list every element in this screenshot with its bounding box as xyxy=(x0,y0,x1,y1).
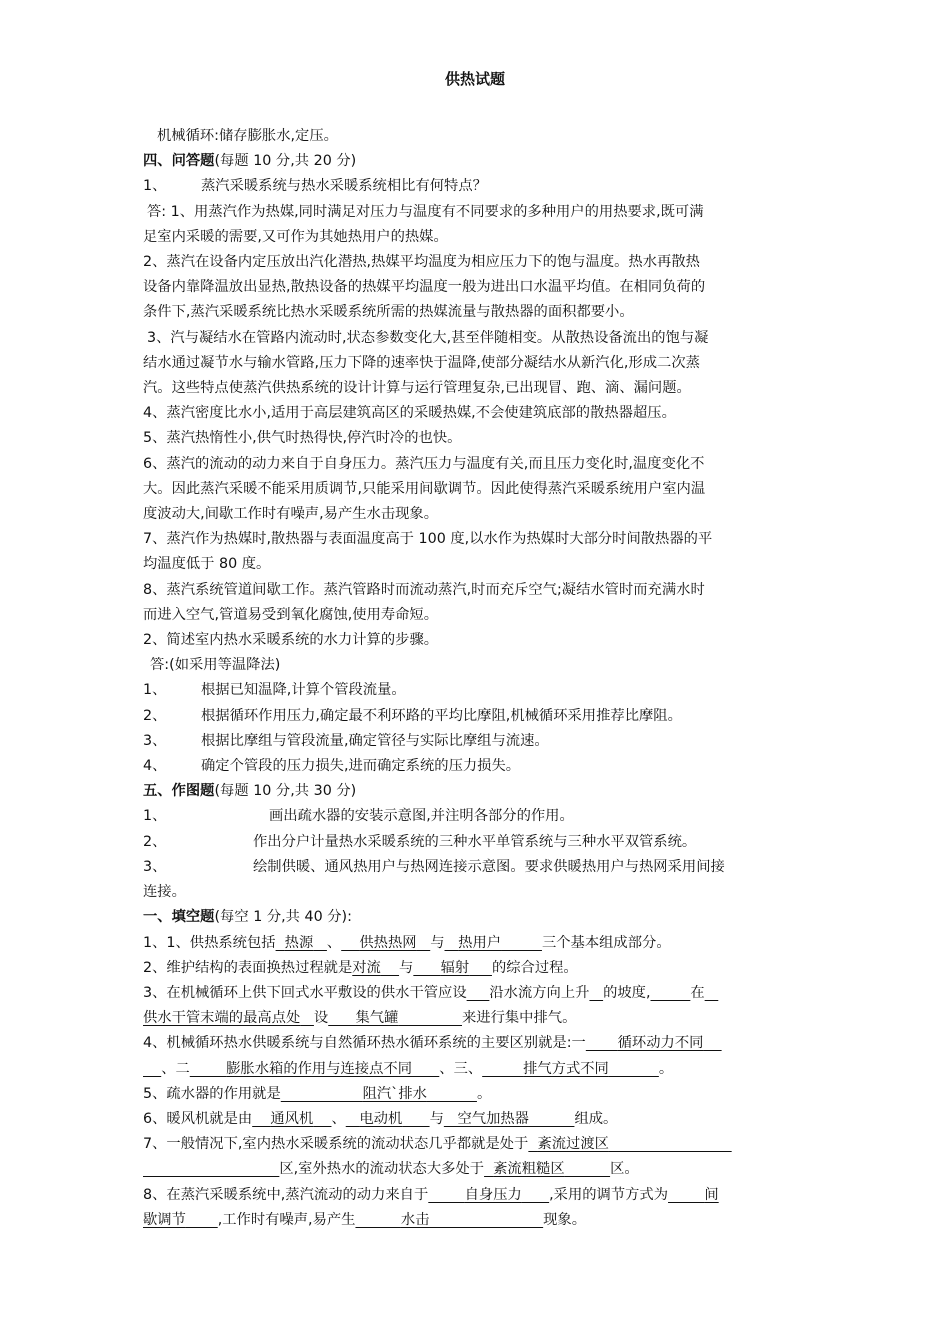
answer-line: 而进入空气,管道易受到氧化腐蚀,使用寿命短。 xyxy=(143,606,439,623)
blank-answer xyxy=(341,935,430,951)
answer-text: 供水干管末端的最高点处 xyxy=(143,1010,301,1027)
answer-step xyxy=(143,729,823,754)
fill-blank-7-continued xyxy=(143,1157,823,1182)
answer-line: 2、蒸汽在设备内定压放出汽化潜热,热媒平均温度为相应压力下的饱与温度。热水再散热 xyxy=(143,254,700,271)
fill-blank-8-continued xyxy=(143,1208,823,1233)
blank-text: 来进行集中排气。 xyxy=(462,1010,577,1027)
fill-blank-5 xyxy=(143,1082,823,1107)
answer-text: 歇调节 xyxy=(143,1211,186,1228)
blank-text: 与 xyxy=(399,959,414,976)
step-text: 根据循环作用压力,确定最不利环路的平均比摩阻,机械循环采用推荐比摩阻。 xyxy=(201,707,682,724)
intro-line: 机械循环:储存膨胀水,定压。 xyxy=(157,128,338,144)
blank-spacer xyxy=(651,985,691,1001)
answer-line: 条件下,蒸汽采暖系统比热水采暖系统所需的热媒流量与散热器的面积都要小。 xyxy=(143,304,634,321)
blank-text: 5、疏水器的作用就是 xyxy=(143,1085,281,1102)
fill-blank-3-continued xyxy=(143,1006,823,1031)
blank-answer xyxy=(586,1035,722,1051)
blank-text: 6、暖风机就是由 xyxy=(143,1110,253,1127)
fill-blank-4-continued xyxy=(143,1057,823,1082)
answer-text: 热源 xyxy=(284,934,314,951)
fill-blank-6 xyxy=(143,1107,823,1132)
question-number: 1、 xyxy=(143,178,167,195)
answer-line: 4、蒸汽密度比水小,适用于高层建筑高区的采暖热媒,不会使建筑底部的散热器超压。 xyxy=(143,405,676,422)
blank-text: 现象。 xyxy=(543,1211,587,1228)
section-1-heading xyxy=(143,905,823,930)
step-text: 根据比摩组与管段流量,确定管径与实际比摩组与流速。 xyxy=(201,732,549,749)
blank-text: 、 xyxy=(331,1110,346,1127)
answer-text: 集气罐 xyxy=(355,1010,399,1027)
answer-line: 度波动大,间歇工作时有噪声,易产生水击现象。 xyxy=(143,506,439,523)
item-number: 2、 xyxy=(143,833,167,850)
blank-text: 7、一般情况下,室内热水采暖系统的流动状态几乎都就是处于 xyxy=(143,1136,529,1153)
document-title: 供热试题 xyxy=(444,70,505,88)
fill-blank-2 xyxy=(143,956,823,981)
blank-text: 。 xyxy=(658,1060,674,1077)
answer-line: 5、蒸汽热惰性小,供气时热得快,停汽时冷的也快。 xyxy=(143,430,462,447)
blank-text: 、 xyxy=(326,934,342,951)
blank-text: 设 xyxy=(313,1010,329,1027)
blank-answer xyxy=(444,1111,575,1127)
blank-text: 3、在机械循环上供下回式水平敷设的供水干管应设 xyxy=(143,984,467,1001)
blank-text: ,采用的调节方式为 xyxy=(549,1186,669,1203)
blank-spacer xyxy=(589,985,603,1001)
blank-spacer xyxy=(143,1161,279,1177)
section-1-title: 一、填空题 xyxy=(143,909,215,926)
section-5-title: 五、作图题 xyxy=(143,783,215,800)
blank-text: 组成。 xyxy=(574,1110,618,1127)
item-text: 作出分户计量热水采暖系统的三种水平单管系统与三种水平双管系统。 xyxy=(253,833,697,850)
answer-step xyxy=(143,704,823,729)
blank-answer xyxy=(346,1111,430,1127)
item-number: 3、 xyxy=(143,858,167,875)
answer-text: 紊流粗糙区 xyxy=(493,1161,565,1178)
section-5-score: (每题 10 分,共 30 分) xyxy=(214,783,357,800)
section-5-item xyxy=(143,830,823,855)
step-text: 根据已知温降,计算个管段流量。 xyxy=(201,682,406,699)
answer-text: 沿水流方向上升 xyxy=(489,984,590,1001)
answer-line: 6、蒸汽的流动的动力来自于自身压力。蒸汽压力与温度有关,而且压力变化时,温度变化不 xyxy=(143,455,705,472)
answer-line: 足室内采暖的需要,又可作为其她热用户的热媒。 xyxy=(143,228,448,245)
answer-line: 汽。这些特点使蒸汽供热系统的设计计算与运行管理复杂,已出现冒、跑、滴、漏问题。 xyxy=(143,380,691,397)
answer-text: 热用户 xyxy=(458,934,502,951)
blank-answer xyxy=(143,1212,218,1228)
section-5-item xyxy=(143,804,823,829)
answer-text: 通风机 xyxy=(270,1110,314,1127)
answer-text: 辐射 xyxy=(440,959,470,976)
step-number: 2、 xyxy=(143,707,167,724)
blank-answer xyxy=(190,1061,440,1077)
answer-text: 阻汽`排水 xyxy=(362,1085,427,1102)
section-4-score: (每题 10 分,共 20 分) xyxy=(214,153,357,170)
answer-line: 答: 1、用蒸汽作为热媒,同时满足对压力与温度有不同要求的多种用户的用热要求,既可满 xyxy=(147,203,704,220)
blank-text: 8、在蒸汽采暖系统中,蒸汽流动的动力来自于 xyxy=(143,1186,429,1203)
blank-text: 区,室外热水的流动状态大多处于 xyxy=(279,1161,485,1178)
blank-text: 区。 xyxy=(610,1161,639,1178)
answer-line: 结水通过凝节水与输水管路,压力下降的速率快于温降,使部分凝结水从新汽化,形成二次蒸 xyxy=(143,354,700,371)
blank-text: 的坡度, xyxy=(603,984,651,1001)
answer-line: 均温度低于 80 度。 xyxy=(143,556,271,573)
blank-answer xyxy=(482,1061,659,1077)
answer-text: 膨胀水箱的作用与连接点不同 xyxy=(226,1060,412,1077)
blank-text: 的综合过程。 xyxy=(491,959,578,976)
section-5-heading xyxy=(143,779,823,804)
blank-answer xyxy=(328,1010,462,1026)
answer-text: 排气方式不同 xyxy=(523,1060,609,1077)
answer-text: 供热热网 xyxy=(359,934,417,951)
section-4-title: 四、问答题 xyxy=(143,153,215,170)
step-number: 4、 xyxy=(143,758,167,775)
step-number: 3、 xyxy=(143,732,167,749)
blank-text: 2、维护结构的表面换热过程就是 xyxy=(143,959,353,976)
blank-answer xyxy=(428,1187,549,1203)
section-4-question-2: 2、简述室内热水采暖系统的水力计算的步骤。 xyxy=(143,632,439,649)
answer-step xyxy=(143,678,823,703)
answer-line: 3、汽与凝结水在管路内流动时,状态参数变化大,甚至伴随相变。从散热设备流出的饱与凝 xyxy=(147,329,709,346)
blank-spacer xyxy=(143,1061,161,1077)
section-4-heading xyxy=(143,149,823,174)
blank-text: 与 xyxy=(430,934,445,951)
blank-text: ,工作时有噪声,易产生 xyxy=(217,1211,356,1228)
blank-text: 4、机械循环热水供暖系统与自然循环热水循环系统的主要区别就是:一 xyxy=(143,1035,586,1052)
blank-text: 、二 xyxy=(161,1060,190,1077)
question-text: 蒸汽采暖系统与热水采暖系统相比有何特点？ xyxy=(201,178,487,195)
fill-blank-3 xyxy=(143,981,823,1006)
step-text: 确定个管段的压力损失,进而确定系统的压力损失。 xyxy=(201,758,521,775)
section-5-item xyxy=(143,855,823,880)
answer-text: 紊流过渡区 xyxy=(537,1136,609,1153)
fill-blank-4 xyxy=(143,1031,823,1056)
answer-intro: 答:(如采用等温降法) xyxy=(150,657,281,674)
fill-blank-8 xyxy=(143,1183,823,1208)
blank-text: 与 xyxy=(429,1110,444,1127)
fill-blank-7 xyxy=(143,1132,823,1157)
blank-answer xyxy=(355,1212,543,1228)
blank-text: 在 xyxy=(690,984,705,1001)
blank-text: 。 xyxy=(476,1085,492,1102)
blank-answer xyxy=(668,1187,719,1203)
section-1-score: (每空 1 分,共 40 分): xyxy=(214,909,352,926)
answer-line: 设备内靠降温放出显热,散热设备的热媒平均温度一般为进出口水温平均值。在相同负荷的 xyxy=(143,279,706,296)
section-5-item-continuation: 连接。 xyxy=(143,884,186,901)
blank-answer xyxy=(352,960,399,976)
answer-text: 间 xyxy=(704,1186,719,1203)
answer-line: 7、蒸汽作为热媒时,散热器与表面温度高于 100 度,以水作为热媒时大部分时间散热器的平 xyxy=(143,531,713,548)
blank-spacer xyxy=(705,985,719,1001)
answer-text: 电动机 xyxy=(359,1110,403,1127)
answer-text: 空气加热器 xyxy=(457,1110,529,1127)
blank-answer xyxy=(252,1111,331,1127)
step-number: 1、 xyxy=(143,682,167,699)
blank-text: 1、1、供热系统包括 xyxy=(143,934,276,951)
answer-step xyxy=(143,754,823,779)
blank-answer xyxy=(528,1136,731,1152)
fill-blank-1 xyxy=(143,931,823,956)
document-body xyxy=(143,124,823,1233)
answer-line: 8、蒸汽系统管道间歇工作。蒸汽管路时而流动蒸汽,时而充斥空气;凝结水管时而充满水时 xyxy=(143,581,705,598)
answer-text: 自身压力 xyxy=(464,1186,522,1203)
answer-text: 循环动力不同 xyxy=(617,1035,704,1052)
blank-answer xyxy=(445,935,542,951)
blank-answer xyxy=(281,1086,477,1102)
blank-answer xyxy=(276,935,327,951)
blank-text: 三个基本组成部分。 xyxy=(541,934,671,951)
blank-spacer xyxy=(467,985,490,1001)
item-text: 画出疏水器的安装示意图,并注明各部分的作用。 xyxy=(269,808,574,825)
answer-line: 大。因此蒸汽采暖不能采用质调节,只能采用间歇调节。因此使得蒸汽采暖系统用户室内温 xyxy=(143,480,706,497)
blank-answer xyxy=(413,960,492,976)
item-number: 1、 xyxy=(143,808,167,825)
blank-answer xyxy=(484,1161,610,1177)
section-4-question-1 xyxy=(143,174,823,199)
blank-spacer xyxy=(300,1010,314,1026)
answer-text: 对流 xyxy=(352,959,381,976)
answer-text: 水击 xyxy=(400,1211,430,1228)
item-text: 绘制供暖、通风热用户与热网连接示意图。要求供暖热用户与热网采用间接 xyxy=(253,858,725,875)
blank-text: 、三、 xyxy=(439,1060,483,1077)
